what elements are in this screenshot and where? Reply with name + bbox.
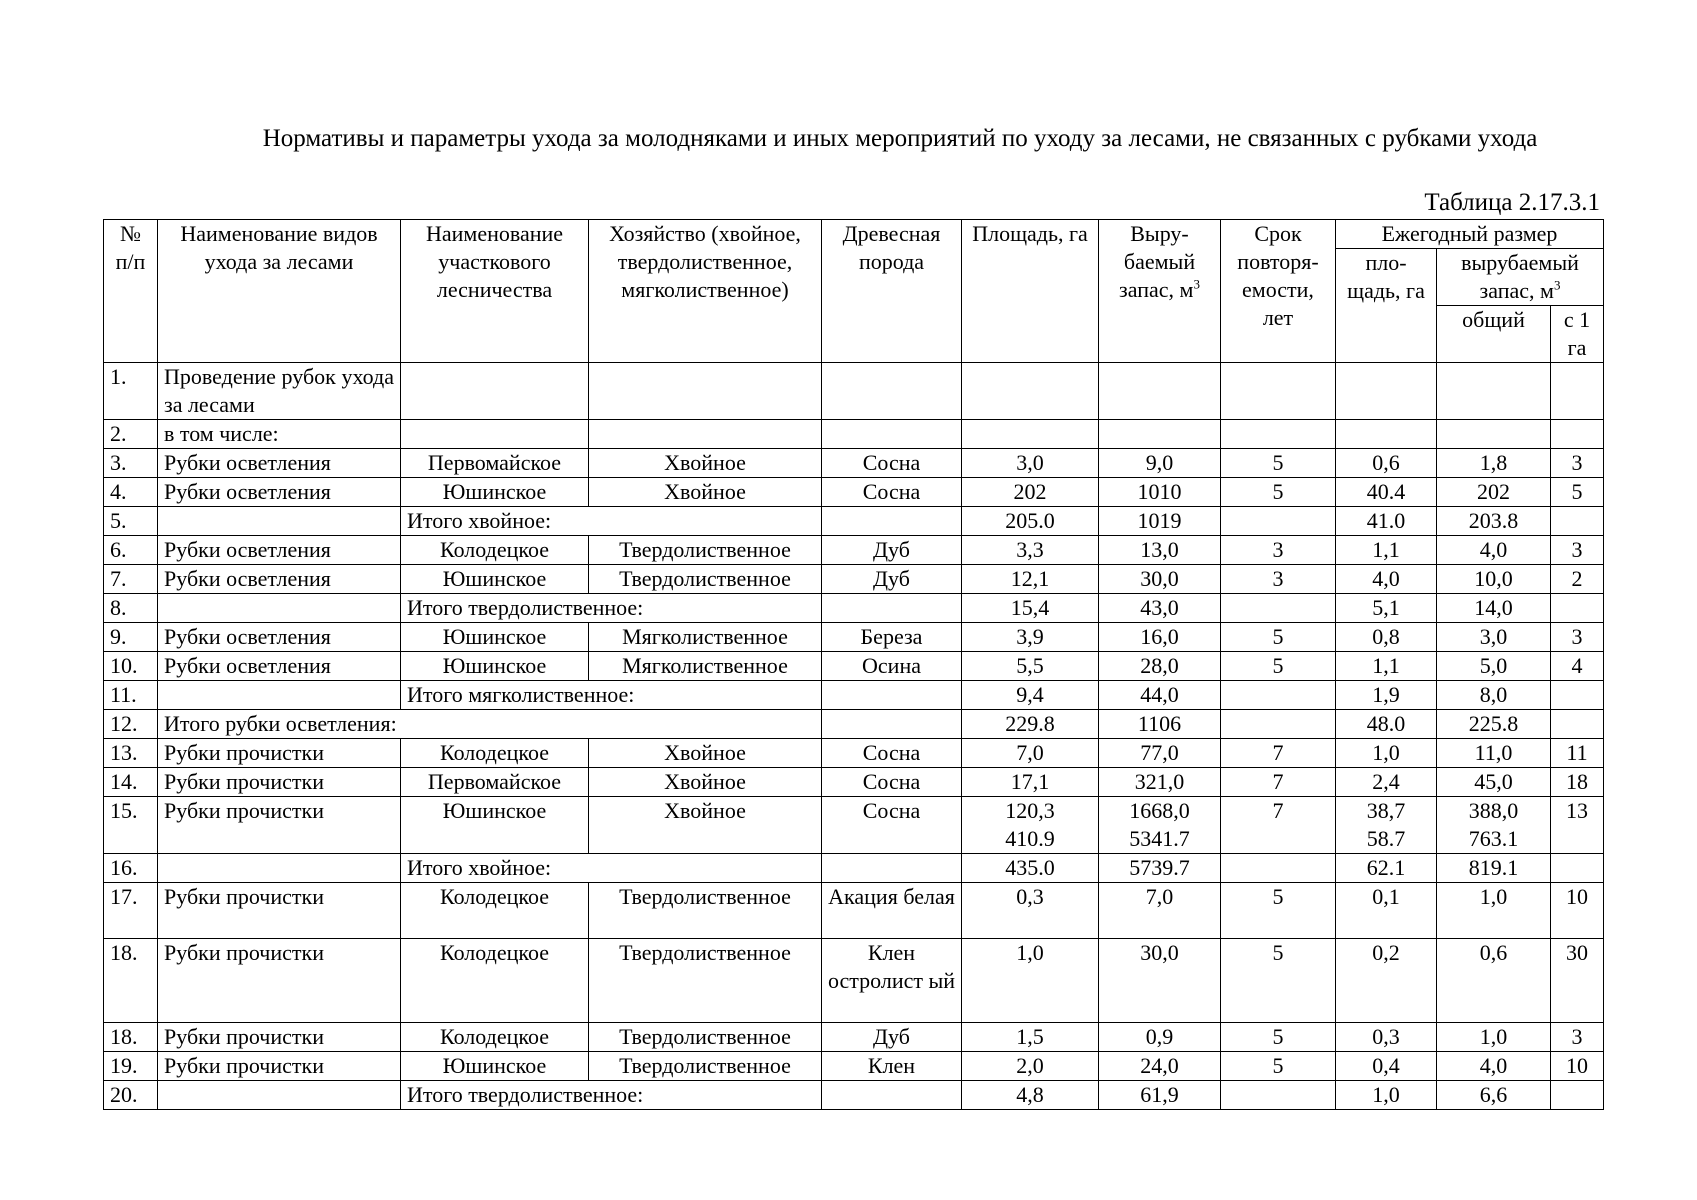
row-economy: Мягколиственное xyxy=(589,652,822,681)
row-annual-total: 819.1 xyxy=(1437,854,1551,883)
row-num: 7. xyxy=(104,565,158,594)
row-species: Сосна xyxy=(822,797,962,854)
row-annual-total: 202 xyxy=(1437,478,1551,507)
row-area: 4,8 xyxy=(962,1081,1099,1110)
row-species: Сосна xyxy=(822,768,962,797)
row-species: Дуб xyxy=(822,1023,962,1052)
row-annual-total: 1,0 xyxy=(1437,1023,1551,1052)
row-annual-total: 45,0 xyxy=(1437,768,1551,797)
row-period: 5 xyxy=(1221,623,1336,652)
row-annual-total: 203.8 xyxy=(1437,507,1551,536)
row-economy: Твердолиственное xyxy=(589,883,822,939)
row-annual-area: 38,7 58.7 xyxy=(1336,797,1437,854)
row-economy: Твердолиственное xyxy=(589,1052,822,1081)
row-annual-per-ha: 4 xyxy=(1551,652,1604,681)
row-num: 9. xyxy=(104,623,158,652)
row-period: 5 xyxy=(1221,1052,1336,1081)
row-forestry: Колодецкое xyxy=(401,939,589,1023)
row-area: 3,9 xyxy=(962,623,1099,652)
row-type: Проведение рубок ухода за лесами xyxy=(158,363,401,420)
row-num: 2. xyxy=(104,420,158,449)
row-forestry: Юшинское xyxy=(401,565,589,594)
row-area: 205.0 xyxy=(962,507,1099,536)
document-title: Нормативы и параметры ухода за молодняками и иных мероприятий по уходу за лесами, не связанных с рубками ухода xyxy=(262,125,1538,152)
row-area: 1,5 xyxy=(962,1023,1099,1052)
row-num: 10. xyxy=(104,652,158,681)
row-annual-total: 14,0 xyxy=(1437,594,1551,623)
row-stock: 1106 xyxy=(1099,710,1221,739)
row-type: Рубки прочистки xyxy=(158,1023,401,1052)
row-num: 18. xyxy=(104,939,158,1023)
row-species: Акация белая xyxy=(822,883,962,939)
row-type: Рубки прочистки xyxy=(158,883,401,939)
row-annual-area: 1,0 xyxy=(1336,1081,1437,1110)
row-annual-area: 2,4 xyxy=(1336,768,1437,797)
row-stock: 77,0 xyxy=(1099,739,1221,768)
row-annual-total: 1,8 xyxy=(1437,449,1551,478)
row-annual-area: 0,6 xyxy=(1336,449,1437,478)
row-annual-area: 5,1 xyxy=(1336,594,1437,623)
row-stock: 1668,0 5341.7 xyxy=(1099,797,1221,854)
row-subtotal-label: Итого мягколиственное: xyxy=(401,681,822,710)
row-area: 3,0 xyxy=(962,449,1099,478)
row-annual-total: 1,0 xyxy=(1437,883,1551,939)
row-stock: 30,0 xyxy=(1099,939,1221,1023)
row-forestry: Колодецкое xyxy=(401,536,589,565)
row-stock: 321,0 xyxy=(1099,768,1221,797)
row-stock: 44,0 xyxy=(1099,681,1221,710)
row-area: 17,1 xyxy=(962,768,1099,797)
row-stock: 1010 xyxy=(1099,478,1221,507)
row-annual-total: 8,0 xyxy=(1437,681,1551,710)
row-economy: Твердолиственное xyxy=(589,536,822,565)
row-economy: Хвойное xyxy=(589,739,822,768)
row-annual-per-ha: 3 xyxy=(1551,623,1604,652)
row-num: 19. xyxy=(104,1052,158,1081)
row-annual-area: 1,0 xyxy=(1336,739,1437,768)
row-stock: 61,9 xyxy=(1099,1081,1221,1110)
row-stock: 9,0 xyxy=(1099,449,1221,478)
row-annual-per-ha: 30 xyxy=(1551,939,1604,1023)
row-subtotal-label: Итого хвойное: xyxy=(401,854,822,883)
row-type: Рубки осветления xyxy=(158,652,401,681)
row-species: Береза xyxy=(822,623,962,652)
row-forestry: Юшинское xyxy=(401,478,589,507)
row-annual-total: 11,0 xyxy=(1437,739,1551,768)
row-subtotal-label: Итого хвойное: xyxy=(401,507,822,536)
row-annual-area: 40.4 xyxy=(1336,478,1437,507)
row-num: 13. xyxy=(104,739,158,768)
row-num: 12. xyxy=(104,710,158,739)
row-area: 0,3 xyxy=(962,883,1099,939)
header-stock: Выру-баемый запас, $м^3$ xyxy=(1099,220,1221,363)
row-species: Сосна xyxy=(822,449,962,478)
row-annual-area: 1,1 xyxy=(1336,536,1437,565)
row-annual-area: 1,9 xyxy=(1336,681,1437,710)
row-period: 5 xyxy=(1221,939,1336,1023)
row-economy: Твердолиственное xyxy=(589,939,822,1023)
row-forestry: Колодецкое xyxy=(401,739,589,768)
row-annual-per-ha: 13 xyxy=(1551,797,1604,854)
row-type: Рубки осветления xyxy=(158,565,401,594)
row-species: Сосна xyxy=(822,739,962,768)
row-num: 8. xyxy=(104,594,158,623)
row-stock: 30,0 xyxy=(1099,565,1221,594)
row-annual-area: 0,2 xyxy=(1336,939,1437,1023)
row-num: 14. xyxy=(104,768,158,797)
row-annual-per-ha: 18 xyxy=(1551,768,1604,797)
row-type: Рубки прочистки xyxy=(158,1052,401,1081)
row-area: 5,5 xyxy=(962,652,1099,681)
header-species: Древесная порода xyxy=(822,220,962,363)
header-annual: Ежегодный размер xyxy=(1336,220,1604,249)
row-stock: 43,0 xyxy=(1099,594,1221,623)
row-annual-per-ha: 11 xyxy=(1551,739,1604,768)
row-stock: 24,0 xyxy=(1099,1052,1221,1081)
row-annual-area: 0,4 xyxy=(1336,1052,1437,1081)
row-annual-per-ha: 3 xyxy=(1551,1023,1604,1052)
row-area: 1,0 xyxy=(962,939,1099,1023)
row-area: 2,0 xyxy=(962,1052,1099,1081)
row-annual-total: 4,0 xyxy=(1437,1052,1551,1081)
row-annual-total: 3,0 xyxy=(1437,623,1551,652)
row-annual-area: 1,1 xyxy=(1336,652,1437,681)
row-area: 120,3 410.9 xyxy=(962,797,1099,854)
header-annual-stock: вырубаемый запас, $м^3$ xyxy=(1437,249,1604,306)
row-area: 3,3 xyxy=(962,536,1099,565)
header-type: Наименование видов ухода за лесами xyxy=(158,220,401,363)
row-species: Дуб xyxy=(822,536,962,565)
row-num: 16. xyxy=(104,854,158,883)
row-species: Клен остролист ый xyxy=(822,939,962,1023)
row-annual-per-ha: 5 xyxy=(1551,478,1604,507)
row-annual-area: 41.0 xyxy=(1336,507,1437,536)
row-forestry: Колодецкое xyxy=(401,1023,589,1052)
row-area: 229.8 xyxy=(962,710,1099,739)
header-annual-per-ha: с 1 га xyxy=(1551,306,1604,363)
row-forestry: Юшинское xyxy=(401,797,589,854)
row-economy: Хвойное xyxy=(589,478,822,507)
row-economy: Хвойное xyxy=(589,449,822,478)
row-forestry: Первомайское xyxy=(401,768,589,797)
row-stock: 7,0 xyxy=(1099,883,1221,939)
forest-care-table xyxy=(103,219,1604,1110)
row-economy: Твердолиственное xyxy=(589,1023,822,1052)
row-num: 4. xyxy=(104,478,158,507)
row-period: 7 xyxy=(1221,768,1336,797)
row-economy: Хвойное xyxy=(589,768,822,797)
row-species: Осина xyxy=(822,652,962,681)
header-annual-total: общий xyxy=(1437,306,1551,363)
header-area: Площадь, га xyxy=(962,220,1099,363)
row-annual-total: 225.8 xyxy=(1437,710,1551,739)
row-period: 5 xyxy=(1221,652,1336,681)
row-stock: 13,0 xyxy=(1099,536,1221,565)
row-area: 202 xyxy=(962,478,1099,507)
row-num: 11. xyxy=(104,681,158,710)
row-type: Рубки прочистки xyxy=(158,739,401,768)
row-num: 1. xyxy=(104,363,158,420)
row-annual-total: 10,0 xyxy=(1437,565,1551,594)
row-num: 6. xyxy=(104,536,158,565)
row-period: 3 xyxy=(1221,536,1336,565)
row-period: 3 xyxy=(1221,565,1336,594)
row-annual-area: 0,8 xyxy=(1336,623,1437,652)
row-stock: 16,0 xyxy=(1099,623,1221,652)
row-annual-total: 5,0 xyxy=(1437,652,1551,681)
row-annual-per-ha: 10 xyxy=(1551,883,1604,939)
row-total-label: Итого рубки осветления: xyxy=(158,710,822,739)
row-annual-total: 4,0 xyxy=(1437,536,1551,565)
row-annual-area: 0,1 xyxy=(1336,883,1437,939)
row-num: 18. xyxy=(104,1023,158,1052)
row-forestry: Юшинское xyxy=(401,1052,589,1081)
header-forestry: Наименование участкового лесничества xyxy=(401,220,589,363)
row-economy: Хвойное xyxy=(589,797,822,854)
header-period: Срок повторя-емости, лет xyxy=(1221,220,1336,363)
row-species: Клен xyxy=(822,1052,962,1081)
row-subtotal-label: Итого твердолиственное: xyxy=(401,594,822,623)
row-area: 15,4 xyxy=(962,594,1099,623)
row-annual-area: 62.1 xyxy=(1336,854,1437,883)
row-stock: 5739.7 xyxy=(1099,854,1221,883)
row-stock: 28,0 xyxy=(1099,652,1221,681)
row-type: Рубки осветления xyxy=(158,623,401,652)
row-period: 7 xyxy=(1221,797,1336,854)
row-num: 5. xyxy=(104,507,158,536)
row-annual-area: 0,3 xyxy=(1336,1023,1437,1052)
row-period: 5 xyxy=(1221,883,1336,939)
row-type: Рубки прочистки xyxy=(158,797,401,854)
row-period: 7 xyxy=(1221,739,1336,768)
row-annual-per-ha: 3 xyxy=(1551,536,1604,565)
row-forestry: Первомайское xyxy=(401,449,589,478)
row-annual-total: 6,6 xyxy=(1437,1081,1551,1110)
row-type: Рубки прочистки xyxy=(158,768,401,797)
row-area: 7,0 xyxy=(962,739,1099,768)
table-number: Таблица 2.17.3.1 xyxy=(1424,189,1600,216)
row-species: Сосна xyxy=(822,478,962,507)
row-economy: Твердолиственное xyxy=(589,565,822,594)
row-stock: 1019 xyxy=(1099,507,1221,536)
row-annual-area: 48.0 xyxy=(1336,710,1437,739)
row-forestry: Юшинское xyxy=(401,623,589,652)
row-num: 17. xyxy=(104,883,158,939)
header-num: № п/п xyxy=(104,220,158,363)
row-period: 5 xyxy=(1221,449,1336,478)
row-type: в том числе: xyxy=(158,420,401,449)
row-area: 9,4 xyxy=(962,681,1099,710)
row-annual-total: 388,0 763.1 xyxy=(1437,797,1551,854)
row-period: 5 xyxy=(1221,478,1336,507)
row-forestry: Колодецкое xyxy=(401,883,589,939)
row-period: 5 xyxy=(1221,1023,1336,1052)
row-subtotal-label: Итого твердолиственное: xyxy=(401,1081,822,1110)
row-type: Рубки осветления xyxy=(158,478,401,507)
row-area: 12,1 xyxy=(962,565,1099,594)
row-annual-area: 4,0 xyxy=(1336,565,1437,594)
header-economy: Хозяйство (хвойное, твердолиственное, мягколиственное) xyxy=(589,220,822,363)
row-type: Рубки прочистки xyxy=(158,939,401,1023)
row-stock: 0,9 xyxy=(1099,1023,1221,1052)
row-annual-total: 0,6 xyxy=(1437,939,1551,1023)
row-forestry: Юшинское xyxy=(401,652,589,681)
row-species: Дуб xyxy=(822,565,962,594)
row-num: 3. xyxy=(104,449,158,478)
row-type: Рубки осветления xyxy=(158,536,401,565)
row-economy: Мягколиственное xyxy=(589,623,822,652)
row-area: 435.0 xyxy=(962,854,1099,883)
row-num: 20. xyxy=(104,1081,158,1110)
row-annual-per-ha: 10 xyxy=(1551,1052,1604,1081)
header-annual-area: пло-щадь, га xyxy=(1336,249,1437,363)
row-num: 15. xyxy=(104,797,158,854)
row-annual-per-ha: 2 xyxy=(1551,565,1604,594)
row-type: Рубки осветления xyxy=(158,449,401,478)
row-annual-per-ha: 3 xyxy=(1551,449,1604,478)
